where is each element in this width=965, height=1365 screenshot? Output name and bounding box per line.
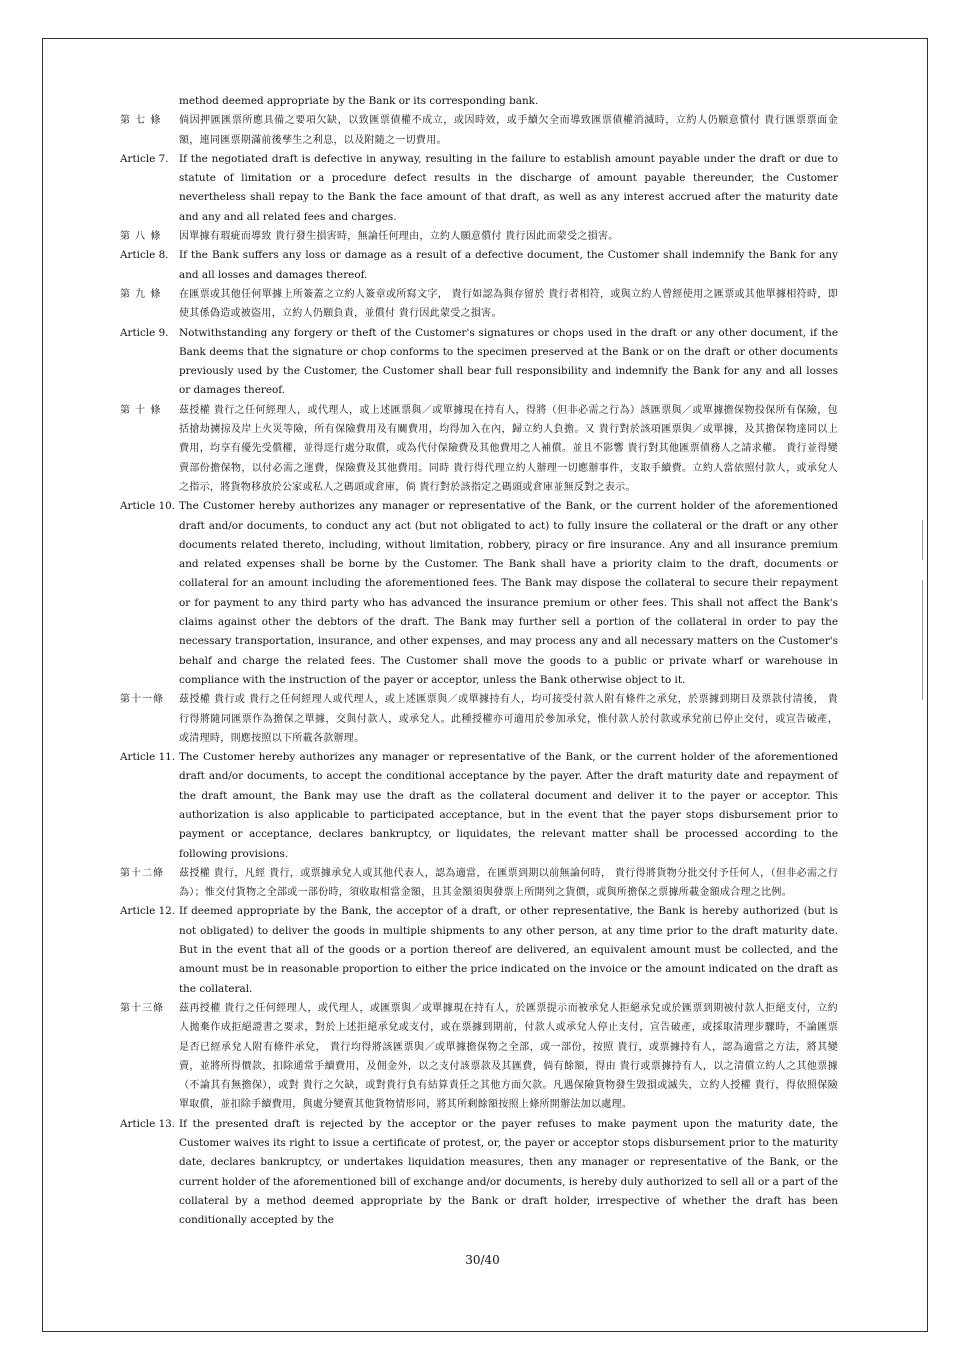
article-zh-clause — [120, 999, 838, 1115]
article-text: 茲授權 貴行之任何經理人，或代理人，或上述匯票與／或單據現在持有人，得將（但非必需之行為）該匯票與／或單據擔保物投保所有保險，包括搶劫擄掠及岸上火災等險，所有保險費用及有關費用，均得加入在內，歸立約人負擔。又 貴行對於該項匯票與／或單據，及其擔保物達同以上費用，均享有優先受償權，並得逕行處分取償，或為代付保險費及其他費用之人補償。並且不影響 貴行對其他匯票債務人之請求權。 貴行並得變賣部份擔保物，以付必需之運費，保險費及其他費用。同時 貴行得代理立約人辦理一切應辦事件，支取手續費。立約人當依照付款人，或承兌人之指示，將貨物移放於公家或私人之碼頭或倉庫，倘 貴行對於該指定之碼頭或倉庫並無反對之表示。 — [179, 404, 838, 493]
article-zh-clause — [120, 401, 838, 497]
article-label: Article 13. — [120, 1117, 176, 1130]
article-text: If the Bank suffers any loss or damage as a result of a defective document, the Customer shall indemnify the Bank for any and all losses and damages thereof. — [179, 249, 838, 281]
page-number: 30/40 — [465, 1253, 500, 1267]
article-en-clause — [120, 748, 838, 864]
article-label: 第 十 條 — [120, 404, 162, 416]
article-en-clause — [120, 246, 838, 285]
article-zh-clause — [120, 227, 838, 246]
article-text: If the negotiated draft is defective in anyway, resulting in the failure to establish amount payable under the draft or due to statute of limitation or a procedure defect results in the discharge of amount payable thereunder, the Customer nevertheless shall repay to the Bank the face amount of that draft, as well as any interest accrued after the maturity date and any and all related fees and charges. — [179, 152, 838, 223]
article-text: 因單據有瑕疵而導致 貴行發生損害時，無論任何理由，立約人願意償付 貴行因此而蒙受之損害。 — [179, 231, 619, 243]
article-label: 第十一條 — [120, 694, 164, 706]
article-zh-clause — [120, 111, 838, 150]
continuation-line: method deemed appropriate by the Bank or its corresponding bank. — [179, 95, 539, 107]
article-label: Article 11. — [120, 751, 176, 764]
article-label: 第 八 條 — [120, 231, 162, 243]
article-text: 在匯票或其他任何單據上所簽蓋之立約人簽章或所寫文字， 貴行如認為與存留於 貴行者相符，或與立約人曾經使用之匯票或其他單據相符時，即使其係偽造或被盜用，立約人仍願負責，並償付 貴行因此蒙受之損害。 — [179, 288, 838, 320]
article-text: Notwithstanding any forgery or theft of the Customer's signatures or chops used in the draft or any other document, if the Bank deems that the signature or chop conforms to the specimen preserved at the Bank or on the draft or other documents previously used by the Customer, the Customer shall bear full responsibility and indemnify the Bank for any and all losses or damages thereof. — [179, 326, 838, 397]
article-text: If the presented draft is rejected by the acceptor or the payer refuses to make payment upon the maturity date, the Customer waives its right to issue a certificate of protest, or, the payer or acceptor stops disbursement prior to the maturity date, declares bankruptcy, or undertakes liquidation measures, then any manager or representative of the Bank, or the current holder of the aforementioned bill of exchange and/or documents, is hereby duly authorized to sell all or a part of the collateral by a method deemed appropriate by the Bank or draft holder, irrespective of whether the draft has been conditionally accepted by the — [179, 1117, 838, 1227]
article-en-clause — [120, 902, 838, 998]
article-label: Article 9. — [120, 326, 169, 339]
article-zh-clause — [120, 285, 838, 324]
article-label: Article 12. — [120, 905, 176, 918]
article-en-clause — [120, 1115, 838, 1231]
article-en-clause — [120, 497, 838, 690]
article-label: Article 8. — [120, 249, 169, 262]
article-text: 茲再授權 貴行之任何經理人，或代理人，或匯票與／或單據現在持有人，於匯票提示而被承兌人拒絕承兌或於匯票到期被付款人拒絕支付，立約人拋棄作成拒絕證書之要求，對於上述拒絕承兌或支付，或在票據到期前，付款人或承兌人停止支付，宣告破產，或採取清理步驟時，不論匯票是否已經承兌人附有條件承兌， 貴行均得將該匯票與／或單據擔保物之全部，或一部份，按照 貴行，或票據持有人，認為適當之方法，將其變賣，並將所得價款，扣除通常手續費用，及佣金外，以之支付該票款及其匯費，倘有餘額，得由 貴行或票據持有人，以之清償立約人之其他票據（不論其有無擔保），或對 貴行之欠缺，或對貴行負有結算責任之其他方面欠款。凡遇保險貨物發生毀損或滅失，立約人授權 貴行，得依照保險單取償，並扣除手續費用，與處分變賣其他貨物情形同，將其所剩餘額按照上條所開辦法加以處理。 — [179, 1002, 838, 1111]
article-text: 茲授權 貴行，凡經 貴行，或票據承兌人或其他代表人，認為適當，在匯票到期以前無論何時， 貴行得將貨物分批交付予任何人，（但非必需之行為）；惟交付貨物之全部或一部份時，須收取相當金額，且其金額須與發票上所開列之貨價，或與所擔保之票據所載金額成合理之比例。 — [179, 867, 838, 899]
article-label: 第十三條 — [120, 1002, 164, 1014]
article-zh-clause — [120, 690, 838, 748]
articles-list — [120, 111, 838, 1230]
article-label: 第 七 條 — [120, 115, 162, 127]
article-en-clause — [120, 324, 838, 401]
article-label: Article 10. — [120, 500, 176, 513]
article-label: 第十二條 — [120, 867, 164, 879]
article-text: If deemed appropriate by the Bank, the acceptor of a draft, or other representative, the Bank is hereby authorized (but is not obligated) to deliver the goods in multiple shipments to any other person, at any time prior to the draft maturity date. But in the event that all of the goods or a portion thereof are delivered, an equivalent amount must be collected, and the amount must be in reasonable proportion to either the price indicated on the invoice or the amount indicated on the draft as the collateral. — [179, 905, 838, 995]
article-label: Article 7. — [120, 152, 169, 165]
article-text: The Customer hereby authorizes any manager or representative of the Bank, or the current holder of the aforementioned draft and/or documents, to accept the conditional acceptance by the payer. After the draft maturity date and repayment of the draft amount, the Bank may use the draft as the collateral document and deliver it to the payer or acceptor. This authorization is also applicable to participated acceptance, but in the event that the payer stops disbursement prior to payment or acceptance, declares bankruptcy, or liquidates, the relevant matter shall be processed according to the following provisions. — [179, 751, 838, 860]
contract-text — [120, 92, 838, 1231]
article-text: The Customer hereby authorizes any manager or representative of the Bank, or the current holder of the aforementioned draft and/or documents, to conduct any act (but not obligated to act) to fully insure the collateral or the draft or any other documents related thereto, including, without limitation, robbery, piracy or fire insurance. Any and all insurance premium and related expenses shall be borne by the Customer. The Bank shall have a priority claim to the draft, documents or collateral for an amount including the aforementioned fees. The Bank may dispose the collateral to secure their repayment or for payment to any third party who has advanced the insurance premium or other fees. This shall not affect the Bank's claims against other the debtors of the draft. The Bank may further sell a portion of the collateral in order to pay the necessary transportation, insurance, and other expenses, and may process any and all necessary matters on the Customer's behalf and charge the related fees. The Customer shall move the goods to a public or private wharf or warehouse in compliance with the instruction of the payer or acceptor, unless the Bank otherwise object to it. — [179, 500, 838, 686]
article-text: 茲授權 貴行或 貴行之任何經理人或代理人，或上述匯票與／或單據持有人，均可接受付款人附有條件之承兌，於票據到期日及票款付清後， 貴行得將隨同匯票作為擔保之單據，交與付款人，或承兌人。此種授權亦可適用於參加承兌，惟付款人於付款或承兌前已停止交付，或宣告破產，或清理時，則應按照以下所載各款辦理。 — [179, 694, 838, 744]
article-text: 倘因押匯匯票所應具備之要項欠缺，以致匯票債權不成立，或因時效，或手續欠全而導致匯票債權消滅時，立約人仍願意償付 貴行匯票票面金額，連同匯票期滿前後孳生之利息，以及附隨之一切費用。 — [179, 115, 838, 146]
article-zh-clause — [120, 864, 838, 903]
article-en-clause — [120, 150, 838, 227]
scan-mark — [922, 520, 923, 560]
scan-mark — [922, 580, 923, 700]
article-label: 第 九 條 — [120, 288, 162, 300]
